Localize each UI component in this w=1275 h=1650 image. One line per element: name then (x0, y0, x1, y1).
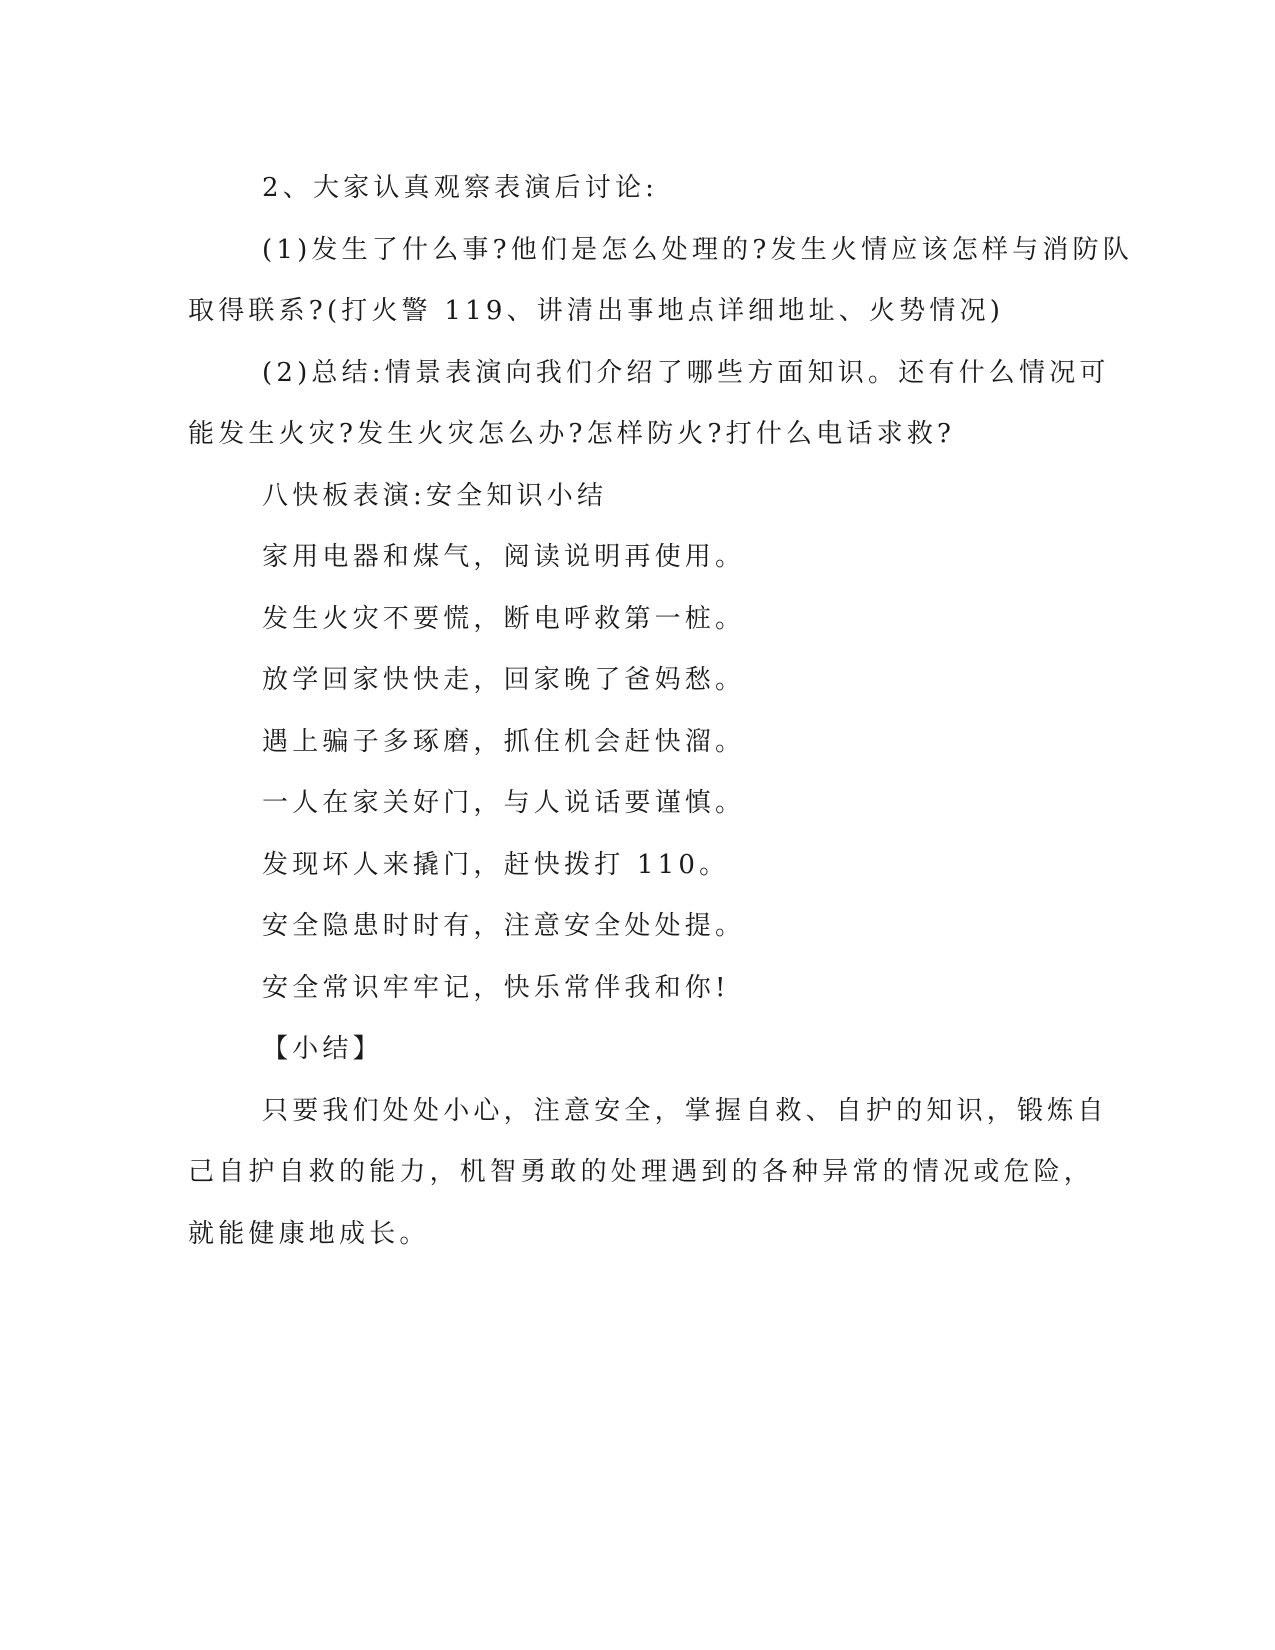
rhyme-line-4: 遇上骗子多琢磨，抓住机会赶快溜。 (262, 726, 746, 757)
rhyme-line-7: 安全隐患时时有，注意安全处处提。 (262, 911, 746, 941)
rhyme-line-6: 发现坏人来撬门，赶快拨打 110。 (262, 849, 730, 880)
summary-line-3: 就能健康地成长。 (188, 1218, 430, 1249)
rhyme-line-3: 放学回家快快走，回家晚了爸妈愁。 (262, 665, 746, 695)
discussion-heading: 2、大家认真观察表演后讨论: (262, 173, 659, 203)
rhyme-line-2: 发生火灾不要慌，断电呼救第一桩。 (262, 603, 746, 634)
question-2-line-1: (2)总结:情景表演向我们介绍了哪些方面知识。还有什么情况可 (262, 357, 1110, 388)
document-body (188, 158, 1133, 1265)
question-1-line-1: (1)发生了什么事?他们是怎么处理的?发生火情应该怎样与消防队 (262, 234, 1133, 265)
rhyme-line-1: 家用电器和煤气，阅读说明再使用。 (262, 542, 746, 572)
summary-line-1: 只要我们处处小心，注意安全，掌握自救、自护的知识，锻炼自 (262, 1095, 1108, 1126)
rhyme-line-5: 一人在家关好门，与人说话要谨慎。 (262, 788, 746, 818)
summary-line-2: 己自护自救的能力，机智勇敢的处理遇到的各种异常的情况或危险， (188, 1157, 1095, 1187)
section-heading-eight: 八快板表演:安全知识小结 (262, 480, 608, 511)
question-2-line-2: 能发生火灾?发生火灾怎么办?怎样防火?打什么电话求救? (188, 419, 956, 449)
question-1-line-2: 取得联系?(打火警 119、讲清出事地点详细地址、火势情况) (188, 296, 1005, 326)
summary-heading: 【小结】 (262, 1034, 383, 1064)
rhyme-line-8: 安全常识牢牢记，快乐常伴我和你! (262, 972, 730, 1003)
